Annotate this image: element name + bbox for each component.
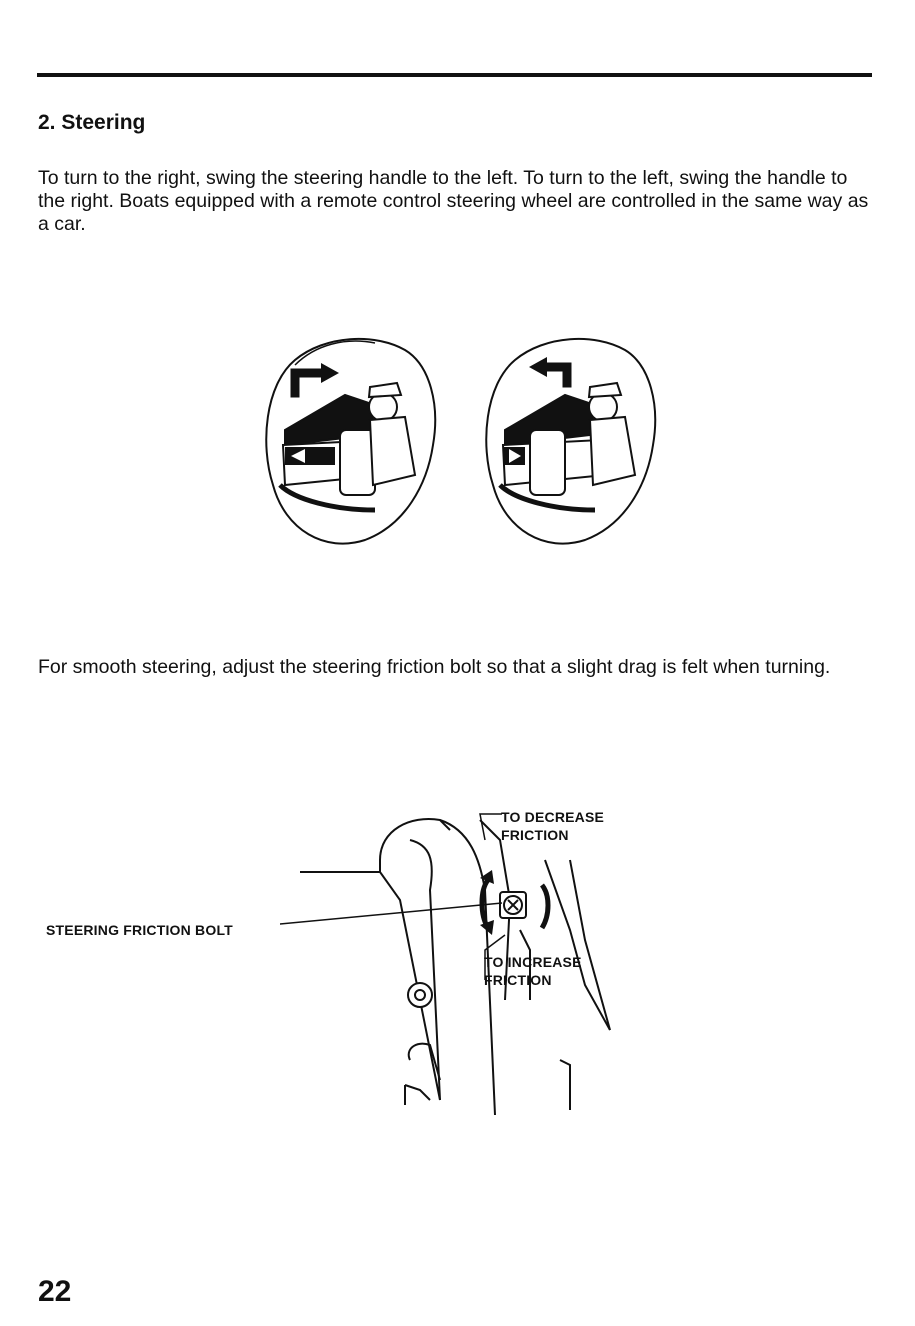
increase-friction-line1: TO INCREASE: [484, 954, 582, 970]
section-title: 2. Steering: [38, 111, 146, 134]
friction-bolt-illustration: [280, 800, 640, 1120]
increase-friction-line2: FRICTION: [484, 972, 552, 988]
decrease-friction-line1: TO DECREASE: [501, 809, 605, 825]
steering-intro-paragraph: To turn to the right, swing the steering handle to the left. To turn to the left, swing the handle to the right. Boats equipped with a remote control steering wheel are controlled in the same way as a car.: [38, 167, 869, 235]
turn-left-illustration: [486, 339, 655, 544]
top-rule: [37, 73, 872, 77]
friction-bolt-label: STEERING FRICTION BOLT: [46, 922, 233, 938]
steering-illustration: [255, 325, 665, 565]
decrease-friction-line2: FRICTION: [501, 827, 569, 843]
increase-friction-label: [484, 953, 582, 989]
friction-note-paragraph: For smooth steering, adjust the steering friction bolt so that a slight drag is felt when turning.: [38, 656, 831, 678]
page-number: 22: [38, 1275, 72, 1308]
turn-right-illustration: [266, 339, 435, 544]
decrease-friction-label: [501, 808, 604, 844]
